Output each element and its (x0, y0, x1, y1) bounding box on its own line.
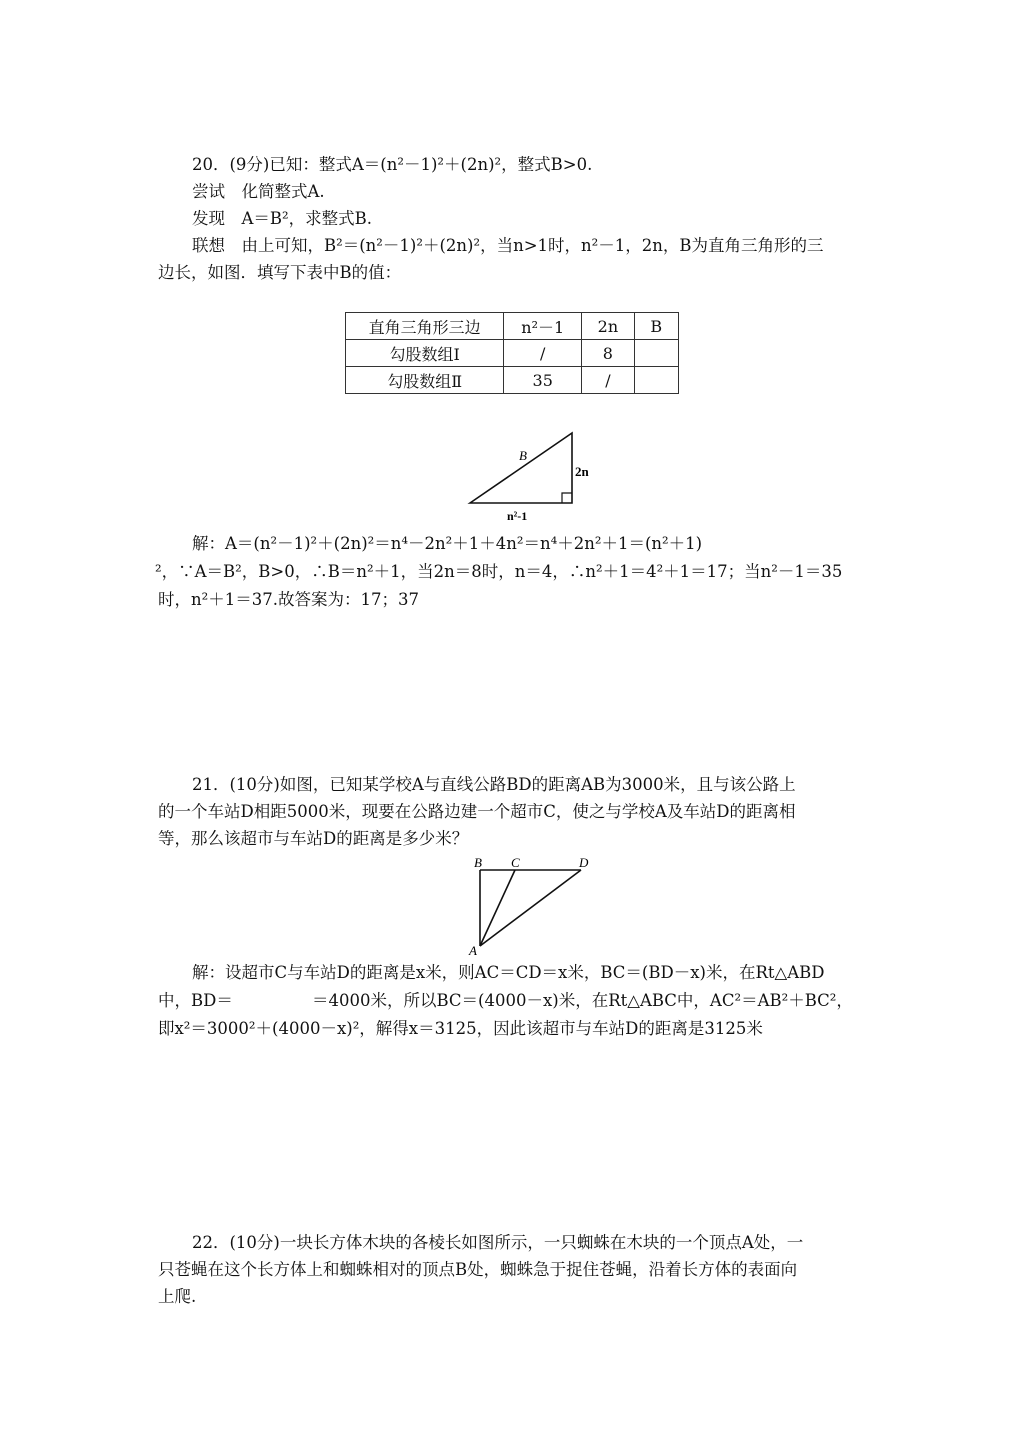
pythagorean-table (345, 312, 679, 394)
point-b-label: B (474, 855, 482, 870)
q21-solution-cont: ＝4000米，所以BC＝(4000－x)米，在Rt△ABC中，AC²＝AB²＋BC²， (312, 991, 853, 1010)
q20-associate-cont: 边长，如图．填写下表中B的值： (158, 263, 402, 282)
q20-solution-cont: ²，∵A＝B²，B>0，∴B＝n²＋1，当2n＝8时，n＝4，∴n²＋1＝4²＋1＝17；当n²－1＝35 (155, 562, 843, 581)
hypotenuse-label: B (519, 448, 527, 463)
table-cell: / (582, 367, 634, 394)
q21-stem-end: 等，那么该超市与车站D的距离是多少米？ (158, 829, 469, 848)
segment-ad (480, 870, 581, 946)
right-triangle-figure (455, 425, 595, 525)
base-side-label: n²-1 (507, 509, 528, 523)
q20-try: 尝试 化简整式A. (192, 182, 325, 201)
q20-discover: 发现 A＝B²，求整式B. (192, 209, 373, 228)
road-figure (465, 853, 600, 958)
q21-solution-end: 即x²＝3000²＋(4000－x)²，解得x＝3125，因此该超市与车站D的距离是3125米 (158, 1019, 763, 1038)
triangle-outline (470, 433, 572, 503)
vertical-side-label: 2n (575, 464, 589, 479)
table-cell: / (504, 340, 582, 367)
point-c-label: C (511, 855, 520, 870)
right-angle-mark (562, 493, 572, 503)
point-a-label: A (469, 943, 477, 958)
q22-stem: 22．(10分)一块长方体木块的各棱长如图所示，一只蜘蛛在木块的一个顶点A处，一 (192, 1233, 804, 1252)
q21-solution-bd: 中，BD＝ (158, 991, 233, 1010)
table-cell (634, 340, 678, 367)
q20-stem: 20．(9分)已知：整式A＝(n²－1)²＋(2n)²，整式B>0. (192, 155, 593, 174)
table-cell: 勾股数组Ⅰ (346, 340, 504, 367)
table-header: B (634, 313, 678, 340)
table-cell: 勾股数组Ⅱ (346, 367, 504, 394)
table-cell: 35 (504, 367, 582, 394)
table-header-row (346, 313, 679, 340)
table-cell (634, 367, 678, 394)
q20-associate: 联想 由上可知，B²＝(n²－1)²＋(2n)²，当n>1时，n²－1，2n，B为直角三角形的三 (192, 236, 824, 255)
table-header: 2n (582, 313, 634, 340)
q22-stem-cont: 只苍蝇在这个长方体上和蜘蛛相对的顶点B处，蜘蛛急于捉住苍蝇，沿着长方体的表面向 (158, 1260, 798, 1279)
q21-stem: 21．(10分)如图，已知某学校A与直线公路BD的距离AB为3000米，且与该公路上 (192, 775, 796, 794)
q20-solution: 解：A＝(n²－1)²＋(2n)²＝n⁴－2n²＋1＋4n²＝n⁴＋2n²＋1＝(n²＋1) (192, 534, 703, 553)
table-header: 直角三角形三边 (346, 313, 504, 340)
table-row (346, 367, 679, 394)
point-d-label: D (579, 855, 589, 870)
table-row (346, 340, 679, 367)
q21-solution: 解：设超市C与车站D的距离是x米，则AC＝CD＝x米，BC＝(BD－x)米，在Rt△ABD (192, 963, 825, 982)
q20-solution-end: 时，n²＋1＝37.故答案为：17；37 (158, 590, 419, 609)
table-header: n²－1 (504, 313, 582, 340)
table-cell: 8 (582, 340, 634, 367)
q22-stem-end: 上爬. (158, 1287, 197, 1306)
segment-ac (480, 870, 515, 946)
q21-stem-cont: 的一个车站D相距5000米，现要在公路边建一个超市C，使之与学校A及车站D的距离相 (158, 802, 796, 821)
